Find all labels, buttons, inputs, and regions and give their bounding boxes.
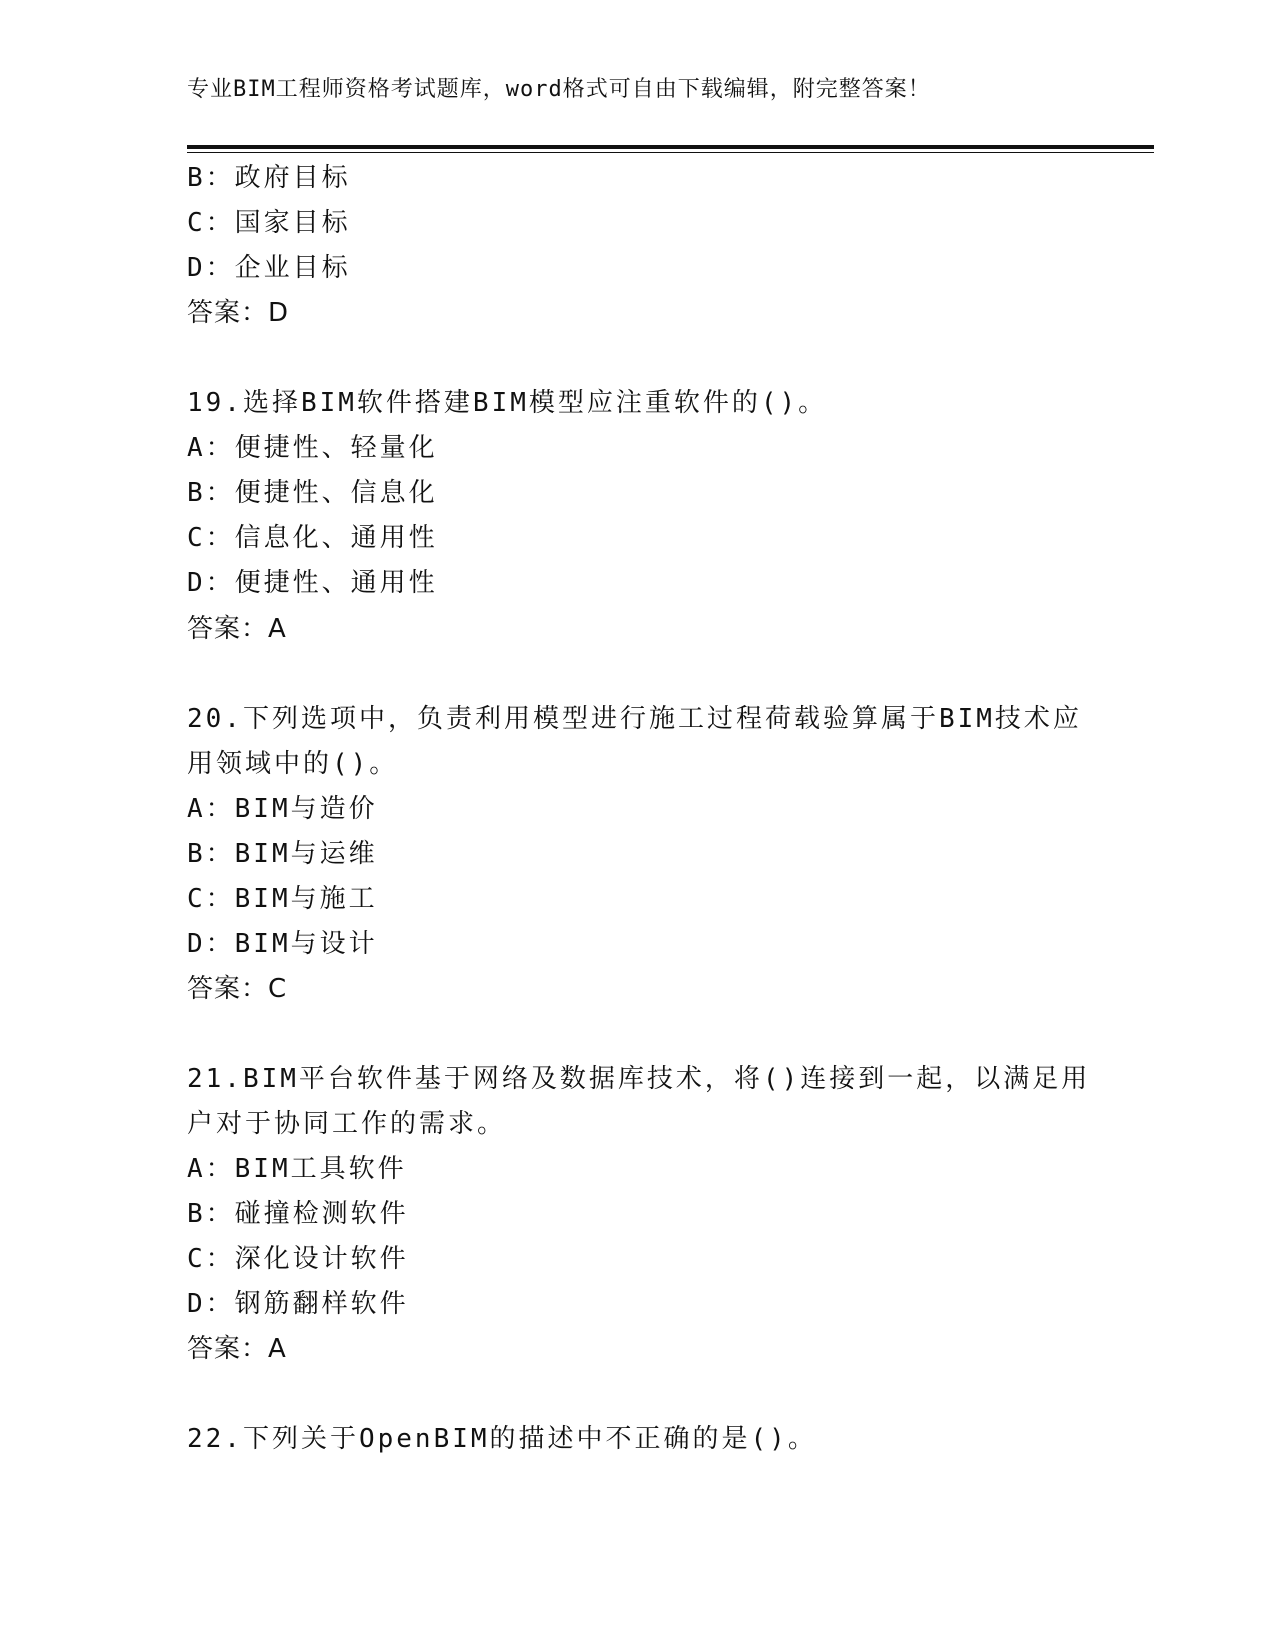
option-a: A：便捷性、轻量化 [187,433,438,463]
option-b: B：便捷性、信息化 [187,478,438,508]
option-c: C：信息化、通用性 [187,523,438,553]
option-b: B：BIM与运维 [187,839,378,869]
question-stem-continued: 户对于协同工作的需求。 [187,1109,507,1139]
option-b: B：政府目标 [187,163,351,193]
question-stem-continued: 用领域中的()。 [187,749,399,779]
option-a: A：BIM工具软件 [187,1154,407,1184]
question-stem: 21.BIM平台软件基于网络及数据库技术，将()连接到一起，以满足用 [187,1064,1091,1094]
answer: 答案：D [187,298,290,328]
answer: 答案：A [187,1334,287,1364]
header-rule-thick [187,145,1154,149]
option-d: D：便捷性、通用性 [187,568,438,598]
answer: 答案：A [187,614,287,644]
question-stem: 20.下列选项中，负责利用模型进行施工过程荷载验算属于BIM技术应 [187,704,1082,734]
question-stem: 22.下列关于OpenBIM的描述中不正确的是()。 [187,1424,817,1454]
option-b: B：碰撞检测软件 [187,1199,409,1229]
option-d: D：BIM与设计 [187,929,378,959]
option-c: C：BIM与施工 [187,884,378,914]
answer: 答案：C [187,974,288,1004]
page-header: 专业BIM工程师资格考试题库，word格式可自由下载编辑，附完整答案！ [187,77,931,102]
option-a: A：BIM与造价 [187,794,378,824]
option-c: C：深化设计软件 [187,1244,409,1274]
option-c: C：国家目标 [187,208,351,238]
option-d: D：钢筋翻样软件 [187,1289,409,1319]
header-rule-thin [187,152,1154,153]
question-stem: 19.选择BIM软件搭建BIM模型应注重软件的()。 [187,388,828,418]
option-d: D：企业目标 [187,253,351,283]
